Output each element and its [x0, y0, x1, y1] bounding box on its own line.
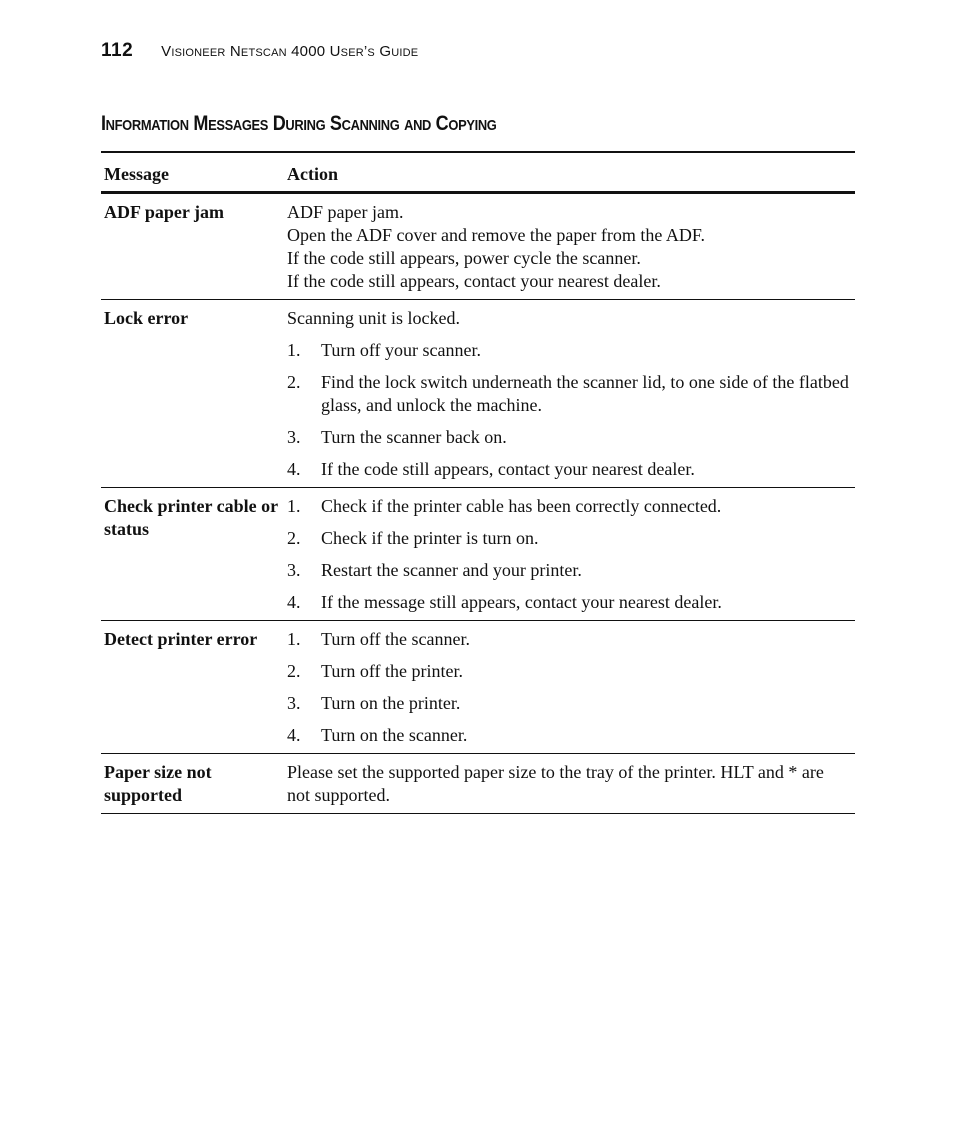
column-header-action: Action	[287, 164, 338, 184]
step-text: Find the lock switch underneath the scanner lid, to one side of the flatbed glass, and unlock the machine.	[321, 372, 849, 415]
action-step	[287, 591, 851, 614]
table-row	[101, 299, 855, 487]
message-cell: Lock error	[104, 308, 189, 328]
table-row	[101, 620, 855, 753]
step-text: Restart the scanner and your printer.	[321, 560, 582, 580]
table-header-row	[101, 153, 855, 193]
message-cell: Detect printer error	[104, 629, 258, 649]
step-text: Turn off your scanner.	[321, 340, 481, 360]
action-line: Open the ADF cover and remove the paper from the ADF.	[287, 225, 705, 245]
step-text: Turn off the printer.	[321, 661, 463, 681]
action-step	[287, 458, 851, 481]
action-step	[287, 660, 851, 683]
step-text: Turn on the printer.	[321, 693, 461, 713]
action-step	[287, 559, 851, 582]
step-number: 3.	[287, 427, 301, 447]
action-step	[287, 628, 851, 651]
action-cell	[287, 495, 855, 614]
step-text: Turn on the scanner.	[321, 725, 468, 745]
message-cell: Paper size not supported	[104, 762, 212, 805]
action-step	[287, 724, 851, 747]
action-cell	[287, 628, 855, 747]
table-row	[101, 487, 855, 620]
step-number: 1.	[287, 496, 301, 516]
step-number: 1.	[287, 340, 301, 360]
action-step	[287, 426, 851, 449]
step-text: Check if the printer cable has been correctly connected.	[321, 496, 722, 516]
action-step	[287, 371, 851, 417]
step-number: 4.	[287, 592, 301, 612]
action-step	[287, 495, 851, 518]
action-step	[287, 527, 851, 550]
action-cell	[287, 307, 855, 481]
table-row	[101, 753, 855, 813]
message-cell: ADF paper jam	[104, 202, 224, 222]
action-line: If the code still appears, power cycle the scanner.	[287, 248, 641, 268]
step-number: 1.	[287, 629, 301, 649]
column-header-message: Message	[104, 164, 169, 184]
action-cell	[287, 761, 855, 807]
step-text: Turn off the scanner.	[321, 629, 470, 649]
action-cell	[287, 201, 855, 293]
action-line: If the code still appears, contact your nearest dealer.	[287, 271, 661, 291]
step-text: If the code still appears, contact your nearest dealer.	[321, 459, 695, 479]
page-number: 112	[101, 40, 134, 61]
step-number: 2.	[287, 528, 301, 548]
step-number: 3.	[287, 560, 301, 580]
messages-table	[101, 151, 855, 814]
action-step	[287, 692, 851, 715]
action-line: ADF paper jam.	[287, 202, 404, 222]
action-line: Please set the supported paper size to the tray of the printer. HLT and * are not supported.	[287, 762, 824, 805]
step-number: 4.	[287, 725, 301, 745]
step-number: 2.	[287, 372, 301, 392]
step-number: 3.	[287, 693, 301, 713]
message-cell: Check printer cable or status	[104, 496, 278, 539]
step-number: 4.	[287, 459, 301, 479]
running-header	[101, 40, 418, 62]
step-number: 2.	[287, 661, 301, 681]
running-title: Visioneer Netscan 4000 User’s Guide	[161, 43, 419, 60]
action-intro: Scanning unit is locked.	[287, 308, 460, 328]
step-text: Check if the printer is turn on.	[321, 528, 539, 548]
action-step	[287, 339, 851, 362]
table-row	[101, 193, 855, 299]
step-text: If the message still appears, contact your nearest dealer.	[321, 592, 722, 612]
section-title: Information Messages During Scanning and Copying	[101, 112, 497, 135]
step-text: Turn the scanner back on.	[321, 427, 507, 447]
